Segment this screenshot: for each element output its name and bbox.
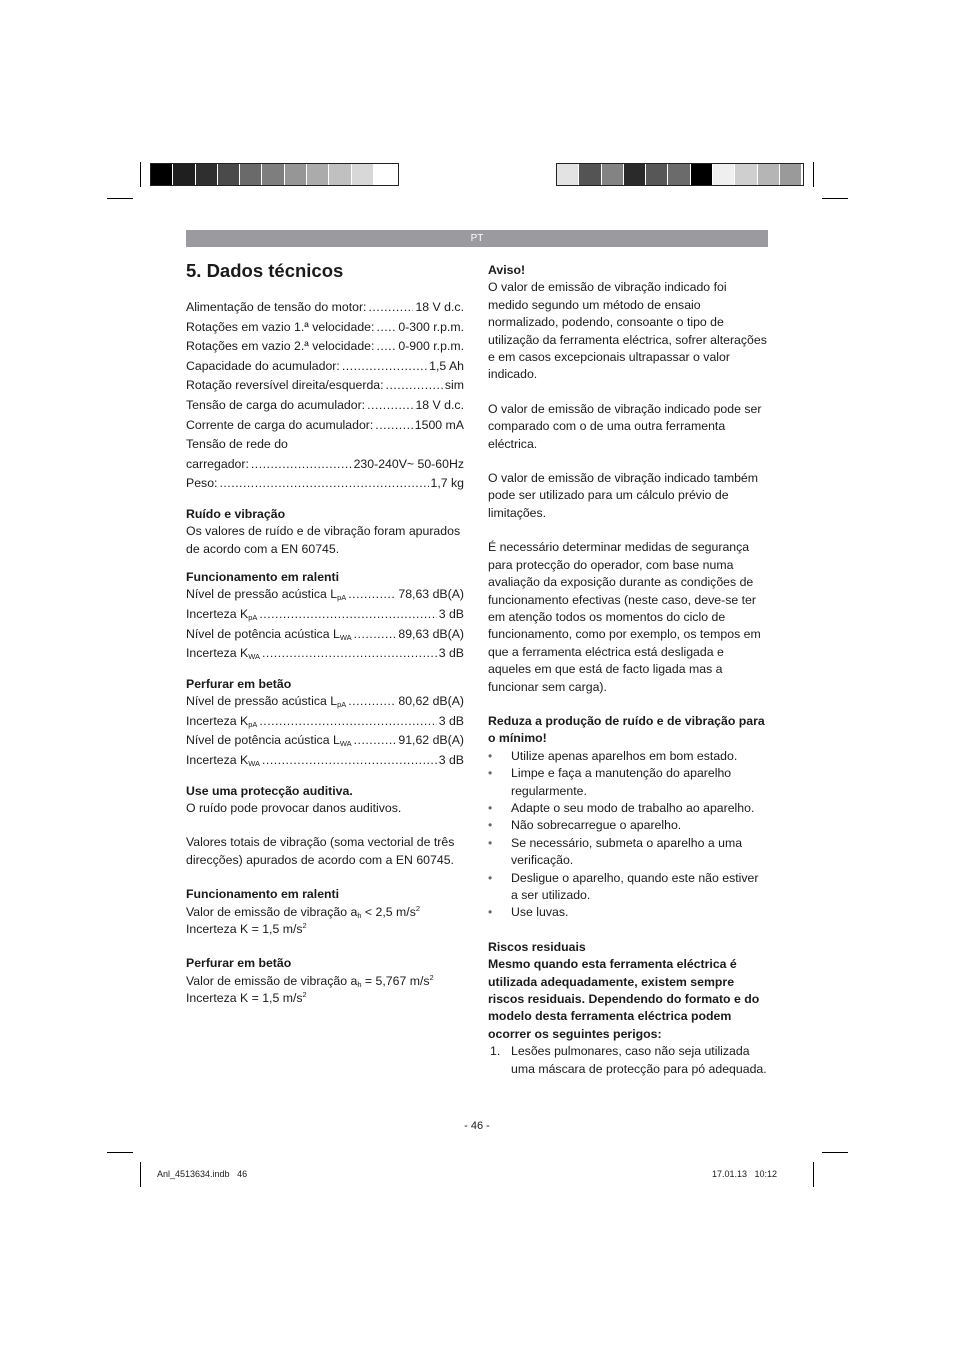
warning-heading: Aviso! (488, 263, 526, 277)
bullet-item: • Limpe e faça a manutenção do aparelho regularmente. (488, 765, 768, 800)
spec-leader (354, 732, 397, 749)
crop-mark (107, 198, 133, 199)
color-swatch (668, 164, 690, 185)
color-swatch (557, 164, 579, 185)
spec-list (186, 299, 464, 434)
spec-value: sim (444, 378, 464, 393)
charger-label-line: Tensão de rede do (186, 437, 288, 452)
noise-spec-row (186, 732, 464, 749)
color-swatch (352, 164, 374, 185)
color-swatch (735, 164, 757, 185)
spec-value: 3 dB (438, 606, 464, 621)
spec-leader (348, 586, 396, 603)
right-column (488, 262, 768, 1078)
spec-row-weight (186, 475, 464, 492)
spec-subscript: WA (339, 632, 352, 642)
spec-label: Nível de pressão acústica $L_{pA}$ (186, 694, 347, 710)
bullet-item: • Adapte o seu modo de trabalho ao aparelho. (488, 800, 768, 817)
spec-leader (348, 693, 396, 710)
spec-subscript: pA (248, 612, 258, 622)
spec-leader (354, 626, 397, 643)
spec-row (186, 338, 464, 355)
crop-mark (107, 1152, 133, 1153)
color-bar-left (150, 163, 399, 186)
risk-text: Lesões pulmonares, caso não seja utilizada uma máscara de protecção para pó adequada. (511, 1044, 767, 1076)
color-swatch (307, 164, 329, 185)
vibration-text: Valores totais de vibração (soma vectorial de três direcções) apurados de acordo com a EN 60745. (186, 835, 455, 867)
drill-spec-list (186, 693, 464, 769)
idle-spec-list (186, 586, 464, 662)
spec-leader (262, 645, 437, 662)
spec-subscript: pA (337, 700, 347, 710)
risk-number: 1. (490, 1044, 501, 1059)
spec-leader (367, 397, 413, 414)
noise-text: Os valores de ruído e de vibração foram apurados de acordo com a EN 60745. (186, 524, 461, 556)
spec-label: Tensão de carga do acumulador: (186, 397, 366, 412)
spec-value: 0-900 r.p.m. (398, 339, 464, 354)
spec-leader (376, 338, 396, 355)
color-swatch (691, 164, 713, 185)
warning-paragraph: O valor de emissão de vibração indicado também pode ser utilizado para um cálculo prévio de limitações. (488, 471, 758, 520)
spec-label: carregador: (186, 456, 249, 471)
color-swatch (780, 164, 802, 185)
language-bar: PT (186, 230, 768, 247)
crop-mark (140, 162, 141, 187)
spec-label: Nível de pressão acústica $L_{pA}$ (186, 587, 347, 603)
color-swatch (196, 164, 218, 185)
spec-row (186, 417, 464, 434)
color-swatch (579, 164, 601, 185)
spec-value: 80,62 dB(A) (398, 694, 464, 709)
spec-label: Rotação reversível direita/esquerda: (186, 378, 384, 393)
reduce-list (488, 748, 768, 922)
spec-value: 89,63 dB(A) (398, 626, 464, 641)
left-column (186, 259, 464, 1008)
spec-subscript: pA (337, 593, 347, 603)
bullet-item: • Não sobrecarregue o aparelho. (488, 817, 768, 834)
section-title: 5. Dados técnicos (186, 260, 344, 281)
risk-heading: Riscos residuais (488, 939, 586, 954)
reduce-heading: Reduza a produção de ruído e de vibração para o mínimo! (488, 713, 765, 746)
color-swatch (218, 164, 240, 185)
spec-row (186, 299, 464, 316)
spec-leader (219, 475, 428, 492)
spec-value: 230-240V~ 50-60Hz (353, 456, 464, 471)
idle-vibration-heading: Funcionamento em ralenti (186, 887, 340, 902)
footer-date: 17.01.13 10:12 (711, 1169, 777, 1179)
spec-subscript: WA (248, 758, 261, 768)
spec-row (186, 319, 464, 336)
spec-label: Rotações em vazio 2.ª velocidade: (186, 339, 375, 354)
idle-heading: Funcionamento em ralenti (186, 569, 340, 584)
spec-label: Corrente de carga do acumulador: (186, 417, 374, 432)
warning-paragraph: O valor de emissão de vibração indicado foi medido segundo um método de ensaio normalizado, podendo, consoante o tipo de utilização da ferramenta eléctrica, sofrer alterações e em casos excepcionais ultrapassar o valor indicado. (488, 280, 767, 382)
spec-label: Incerteza $K_{pA}$ (186, 713, 258, 729)
drill-heading: Perfurar em betão (186, 676, 292, 691)
bullet-item: • Desligue o aparelho, quando este não estiver a ser utilizado. (488, 870, 768, 905)
color-swatch (713, 164, 735, 185)
spec-leader (259, 713, 436, 730)
spec-value: 91,62 dB(A) (398, 733, 464, 748)
spec-leader (375, 417, 412, 434)
spec-subscript: pA (248, 719, 258, 729)
risk-list (488, 1043, 768, 1078)
spec-label: Alimentação de tensão do motor: (186, 300, 367, 314)
drill-vibration-heading: Perfurar em betão (186, 956, 292, 971)
page-number: - 46 - (464, 1120, 490, 1132)
spec-subscript: WA (248, 652, 261, 662)
spec-label: Incerteza $K_{WA}$ (186, 752, 261, 768)
spec-label: Capacidade do acumulador: (186, 358, 340, 373)
spec-label: Rotações em vazio 1.ª velocidade: (186, 319, 375, 334)
color-swatch (758, 164, 780, 185)
spec-value: 18 V d.c. (415, 300, 464, 314)
crop-mark (822, 198, 848, 199)
spec-value: 1,5 Ah (429, 358, 464, 373)
warning-paragraph: É necessário determinar medidas de segurança para protecção do operador, com base numa avaliação da exposição durante as condições de funcionamento efectivas (neste caso, deve-se ter em atenção todos os momentos do ciclo de funcionamento, como por exemplo, os tempos em que a ferramenta eléctrica está desligada e aqueles em que está de facto ligada mas a funcionar sem carga). (488, 540, 761, 694)
spec-leader (386, 377, 443, 394)
noise-spec-row (186, 693, 464, 710)
drill-vibration-value: Valor de emissão de vibração $a_h = 5,767$ $m/s^2$ (186, 972, 434, 989)
noise-heading: Ruído e vibração (186, 506, 286, 521)
spec-leader (259, 606, 436, 623)
spec-row (186, 377, 464, 394)
spec-leader (376, 319, 396, 336)
spec-value: 3 dB (438, 752, 464, 767)
spec-value: 78,63 dB(A) (398, 587, 464, 602)
noise-spec-row (186, 645, 464, 662)
spec-label: Peso: (186, 476, 218, 491)
color-swatch (329, 164, 351, 185)
idle-vibration-value: Valor de emissão de vibração $a_h < 2,5$ $m/s^2$ (186, 903, 421, 920)
spec-value: 3 dB (438, 713, 464, 728)
spec-value: 3 dB (438, 646, 464, 661)
spec-subscript: WA (339, 739, 352, 749)
warning-paragraph: O valor de emissão de vibração indicado pode ser comparado com o de uma outra ferramenta eléctrica. (488, 401, 762, 451)
risk-text: Mesmo quando esta ferramenta eléctrica é utilizada adequadamente, existem sempre riscos residuais. Dependendo do formato e do modelo desta ferramenta eléctrica podem ocorrer os seguintes perigos: (488, 957, 760, 1041)
crop-mark (822, 1152, 848, 1153)
crop-mark (140, 1162, 141, 1187)
crop-mark (813, 162, 814, 187)
risk-item (488, 1043, 768, 1078)
color-bar-right (556, 163, 804, 186)
spec-leader (251, 456, 352, 473)
spec-row (186, 358, 464, 375)
spec-leader (262, 752, 437, 769)
drill-vibration-uncertainty: Incerteza K = 1,5 $m/s^2$ (186, 990, 307, 1006)
spec-label: Incerteza $K_{pA}$ (186, 606, 258, 622)
spec-row (186, 397, 464, 414)
hearing-protection-text: O ruído pode provocar danos auditivos. (186, 800, 402, 815)
color-swatch (646, 164, 668, 185)
noise-spec-row (186, 626, 464, 643)
idle-vibration-uncertainty: Incerteza K = 1,5 $m/s^2$ (186, 920, 307, 936)
color-swatch (624, 164, 646, 185)
noise-spec-row (186, 606, 464, 623)
noise-spec-row (186, 713, 464, 730)
noise-spec-row (186, 586, 464, 603)
spec-row-charger (186, 456, 464, 473)
hearing-protection-heading: Use uma protecção auditiva. (186, 783, 353, 798)
spec-leader (368, 299, 413, 316)
bullet-item: • Use luvas. (488, 904, 768, 921)
color-swatch (173, 164, 195, 185)
color-swatch (602, 164, 624, 185)
crop-mark (813, 1162, 814, 1187)
bullet-item: • Utilize apenas aparelhos em bom estado. (488, 748, 768, 765)
spec-label: Nível de potência acústica $L_{WA}$ (186, 733, 352, 749)
color-swatch (151, 164, 173, 185)
spec-value: 0-300 r.p.m. (398, 319, 464, 334)
color-swatch (374, 164, 396, 185)
spec-label: Nível de potência acústica $L_{WA}$ (186, 626, 352, 642)
noise-spec-row (186, 752, 464, 769)
spec-value: 1,7 kg (430, 476, 464, 491)
spec-value: 18 V d.c. (415, 397, 464, 412)
color-swatch (240, 164, 262, 185)
bullet-item: • Se necessário, submeta o aparelho a uma verificação. (488, 835, 768, 870)
color-swatch (285, 164, 307, 185)
color-swatch (262, 164, 284, 185)
spec-leader (342, 358, 427, 375)
footer-file: Anl_4513634.indb 46 (157, 1169, 248, 1179)
spec-value: 1500 mA (414, 417, 464, 432)
spec-label: Incerteza $K_{WA}$ (186, 646, 261, 662)
